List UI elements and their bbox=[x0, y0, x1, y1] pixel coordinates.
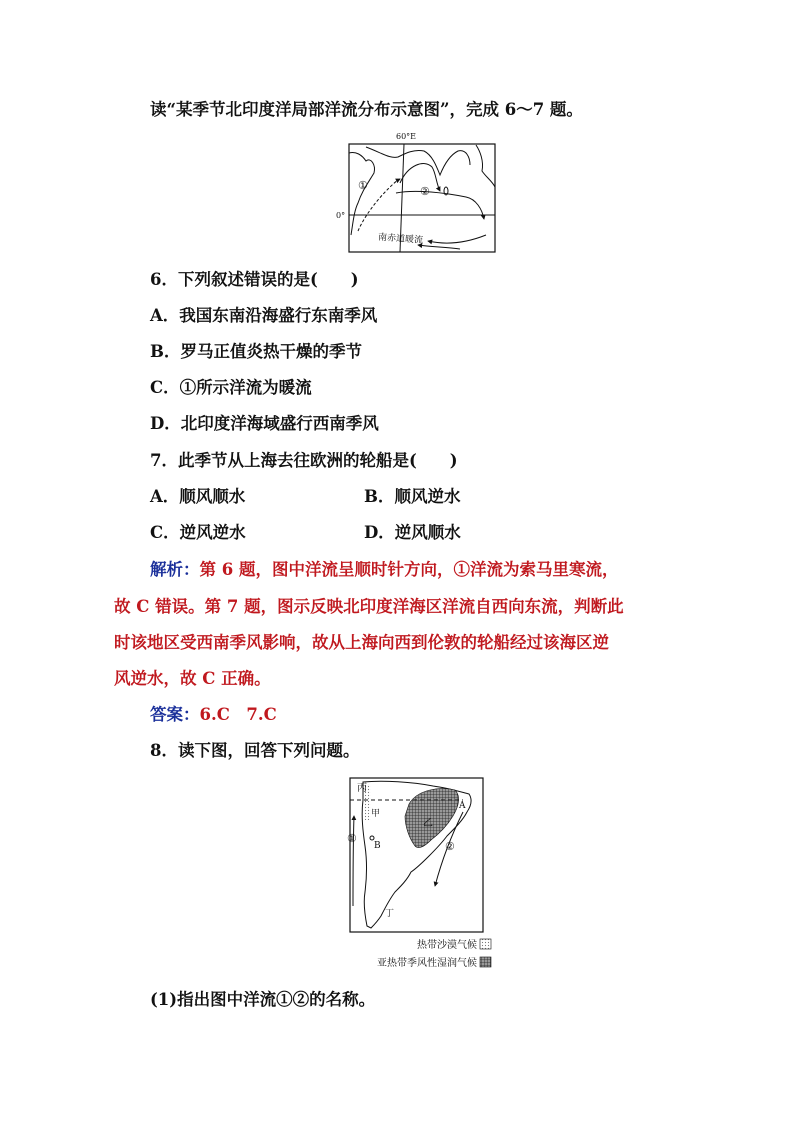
analysis-label: 解析： bbox=[150, 560, 200, 579]
q8-stem: 8．读下图，回答下列问题。 bbox=[150, 741, 360, 760]
legend-humid-label: 亚热带季风性湿润气候 bbox=[377, 958, 477, 969]
east-coast bbox=[476, 145, 495, 187]
answer-value: 6.C 7.C bbox=[199, 705, 277, 724]
q6-option-a: A．我国东南沿海盛行东南季风 bbox=[150, 306, 378, 325]
label-ding: 丁 bbox=[385, 909, 395, 919]
q8-sub1: (1)指出图中洋流①②的名称。 bbox=[150, 990, 376, 1009]
q7-option-c: C．逆风逆水 bbox=[150, 523, 246, 542]
current-label: 南赤道暖流 bbox=[377, 232, 424, 246]
q6-option-d: D．北印度洋海域盛行西南季风 bbox=[150, 414, 379, 433]
answer-line bbox=[150, 704, 277, 726]
legend-humid-swatch bbox=[480, 957, 491, 967]
analysis-line-2: 故 C 错误。第 7 题，图示反映北印度洋海区洋流自西向东流，判断此 bbox=[114, 597, 624, 616]
analysis-line-1 bbox=[150, 559, 618, 581]
q67-intro: 读“某季节北印度洋局部洋流分布示意图”，完成 6～7 题。 bbox=[150, 100, 583, 119]
south-equatorial-current-2 bbox=[418, 245, 460, 249]
map2-marker-1: ① bbox=[347, 832, 357, 845]
q7-stem: 7．此季节从上海去往欧洲的轮船是( ) bbox=[150, 451, 458, 470]
legend-desert-label: 热带沙漠气候 bbox=[417, 940, 477, 951]
marker-1: ① bbox=[358, 179, 368, 192]
q7-option-b: B．顺风逆水 bbox=[364, 487, 461, 506]
legend-desert-swatch bbox=[480, 939, 491, 949]
label-bing: 丙 bbox=[357, 783, 367, 794]
q7-option-a: A．顺风顺水 bbox=[150, 487, 246, 506]
label-yi: 乙 bbox=[423, 818, 433, 829]
map2-marker-2: ② bbox=[445, 840, 455, 853]
q6-option-c: C．①所示洋流为暖流 bbox=[150, 378, 312, 397]
lat-label: 0° bbox=[336, 211, 346, 220]
south-equatorial-current bbox=[428, 235, 486, 243]
analysis-text-1: 第 6 题，图中洋流呈顺时针方向，①洋流为索马里寒流， bbox=[199, 560, 619, 579]
analysis-line-3: 时该地区受西南季风影响，故从上海向西到伦敦的轮船经过该海区逆 bbox=[114, 633, 609, 652]
answer-label: 答案： bbox=[150, 705, 200, 724]
q6-option-b: B．罗马正值炎热干燥的季节 bbox=[150, 342, 362, 361]
africa-arabia-coast bbox=[349, 152, 374, 235]
label-jia: 甲 bbox=[371, 809, 381, 819]
label-A: A bbox=[459, 801, 466, 811]
q7-option-d: D．逆风顺水 bbox=[364, 523, 461, 542]
arabia-india-coast bbox=[366, 147, 470, 175]
current-1 bbox=[353, 816, 354, 906]
indian-ocean-current-map bbox=[336, 131, 506, 255]
marker-2: ② bbox=[420, 185, 430, 198]
q6-stem: 6．下列叙述错误的是( ) bbox=[150, 270, 359, 289]
point-B bbox=[370, 836, 374, 840]
lon-label: 60°E bbox=[396, 132, 417, 141]
south-america-map bbox=[343, 776, 493, 972]
label-B: B bbox=[374, 841, 381, 851]
analysis-line-4: 风逆水，故 C 正确。 bbox=[114, 669, 271, 688]
